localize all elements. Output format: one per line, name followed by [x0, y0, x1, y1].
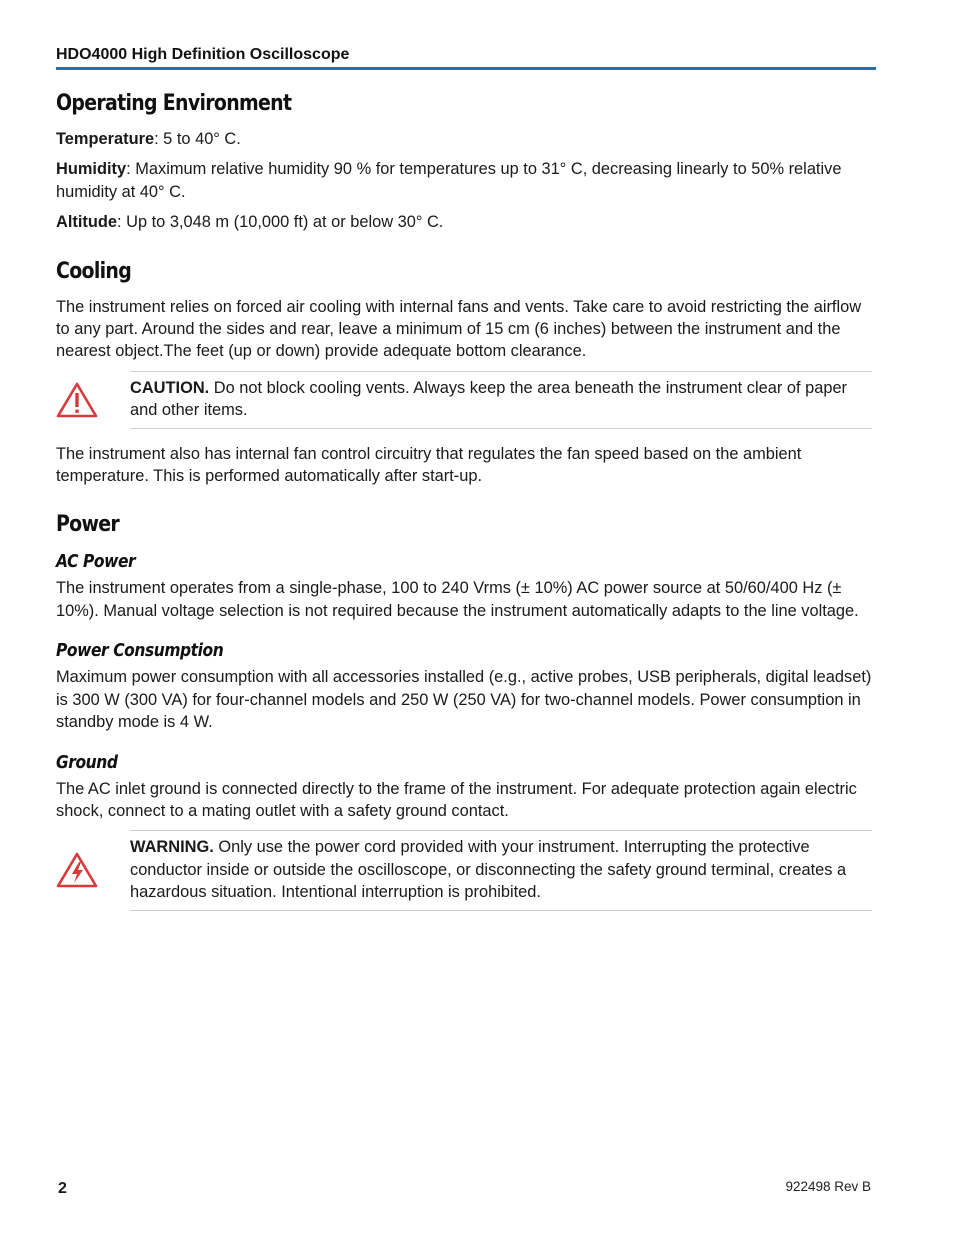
page-number: 2	[58, 1180, 67, 1197]
warning-body: Only use the power cord provided with your instrument. Interrupting the protective conductor inside or outside the oscilloscope, or disconnecting the safety ground terminal, creates a hazardous situation. Intentional interruption is prohibited.	[130, 838, 847, 902]
warning-notice	[56, 830, 872, 910]
humidity-spec	[56, 158, 872, 203]
running-header	[56, 45, 876, 70]
document-title: HDO4000 High Definition Oscilloscope	[56, 46, 350, 63]
document-revision: 922498 Rev B	[785, 1179, 871, 1194]
section-heading-cooling: Cooling	[56, 258, 132, 284]
caution-triangle-icon	[56, 382, 98, 418]
altitude-value: : Up to 3,048 m (10,000 ft) at or below 30° C.	[117, 213, 444, 232]
ground-text: The AC inlet ground is connected directly to the frame of the instrument. For adequate protection again electric shock, connect to a mating outlet with a safety ground contact.	[56, 779, 857, 820]
subheading-power-consumption: Power Consumption	[56, 640, 224, 662]
temperature-spec	[56, 128, 872, 150]
power-consumption-text: Maximum power consumption with all accessories installed (e.g., active probes, USB peripherals, digital leadset) is 300 W (300 VA) for four-channel models and 250 W (250 VA) for two-channel models. Power consumption in standby mode is 4 W.	[56, 668, 872, 732]
ac-power-text: The instrument operates from a single-phase, 100 to 240 Vrms (± 10%) AC power source at 50/60/400 Hz (± 10%). Manual voltage selection is not required because the instrument automatically adapts to the line voltage.	[56, 579, 859, 620]
cooling-paragraph-2: The instrument also has internal fan control circuitry that regulates the fan speed based on the ambient temperature. This is performed automatically after start-up.	[56, 444, 802, 486]
humidity-value: : Maximum relative humidity 90 % for temperatures up to 31° C, decreasing linearly to 50% relative humidity at 40° C.	[56, 160, 842, 201]
subheading-ground: Ground	[56, 751, 118, 773]
section-heading-power: Power	[56, 512, 120, 538]
caution-label: CAUTION.	[130, 378, 210, 397]
warning-text	[130, 836, 872, 903]
humidity-label: Humidity	[56, 160, 127, 179]
warning-label: WARNING.	[130, 838, 214, 857]
electrical-hazard-icon	[56, 852, 98, 888]
temperature-value: : 5 to 40° C.	[154, 130, 241, 148]
caution-text	[130, 377, 872, 422]
page-content	[56, 88, 872, 925]
caution-body: Do not block cooling vents. Always keep the area beneath the instrument clear of paper and other items.	[130, 378, 848, 420]
altitude-spec	[56, 211, 872, 233]
caution-notice	[56, 371, 872, 429]
temperature-label: Temperature	[56, 130, 155, 148]
altitude-label: Altitude	[56, 213, 118, 232]
section-heading-operating-environment: Operating Environment	[56, 91, 292, 116]
cooling-paragraph-1: The instrument relies on forced air cooling with internal fans and vents. Take care to avoid restricting the airflow to any part. Around the sides and rear, leave a minimum of 15 cm (6 inches) between the instrument and the nearest object.The feet (up or down) provide adequate bottom clearance.	[56, 297, 862, 361]
subheading-ac-power: AC Power	[56, 551, 136, 573]
